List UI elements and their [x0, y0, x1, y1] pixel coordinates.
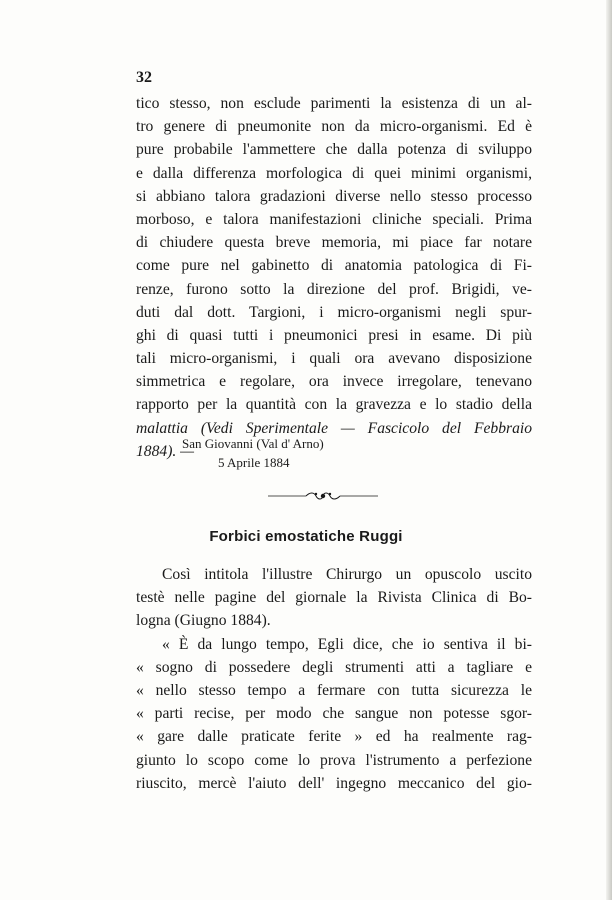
- signature-date: 5 Aprile 1884: [218, 455, 290, 470]
- text-line: giunto lo scopo come lo prova l'istrumento a perfezione: [136, 751, 532, 769]
- text-line: « sogno di possedere degli strumenti atti a tagliare e: [136, 658, 532, 676]
- text-line: rapporto per la quantità con la gravezza e lo stadio della: [136, 396, 532, 414]
- page-number: 32: [136, 69, 152, 86]
- text-line: e dalla differenza morfologica di quei minimi organismi,: [136, 164, 532, 182]
- text-line: duti dal dott. Targioni, i micro-organismi negli spur-: [136, 303, 532, 321]
- text-line: « parti recise, per modo che sangue non potesse sgor-: [136, 705, 532, 723]
- text-line: come pure nel gabinetto di anatomia patologica di Fi-: [136, 257, 532, 275]
- text-line: « nello stesso tempo a fermare con tutta sicurezza le: [136, 681, 532, 699]
- text-line: testè nelle pagine del giornale la Rivista Clinica di Bo-: [136, 589, 532, 607]
- text-line: 1884). —: [136, 442, 195, 460]
- text-line: tali micro-organismi, i quali ora avevano disposizione: [136, 350, 532, 368]
- text-line: Così intitola l'illustre Chirurgo un opuscolo uscito: [162, 566, 532, 583]
- text-line: tico stesso, non esclude parimenti la esistenza di un al-: [136, 95, 532, 112]
- text-line: « gare dalle praticate ferite » ed ha realmente rag-: [136, 728, 532, 746]
- text-line: logna (Giugno 1884).: [136, 612, 271, 630]
- text-line: morboso, e talora manifestazioni cliniche speciali. Prima: [136, 210, 532, 228]
- text-line: si abbiano talora gradazioni diverse nello stesso processo: [136, 187, 532, 205]
- decorative-divider-icon: [268, 488, 378, 504]
- text-line: « È da lungo tempo, Egli dice, che io sentiva il bi-: [162, 635, 532, 653]
- text-line: di chiudere questa breve memoria, mi piace far notare: [136, 234, 532, 252]
- text-line: ghi di quasi tutti i pneumonici presi in esame. Di più: [136, 326, 532, 344]
- text-line: malattia (Vedi Sperimentale — Fascicolo del Febbraio: [136, 419, 532, 437]
- text-line: renze, furono sotto la direzione del prof. Brigidi, ve-: [136, 280, 532, 298]
- text-line: riuscito, mercè l'aiuto dell' ingegno meccanico del gio-: [136, 774, 532, 792]
- page-edge-shadow: [606, 0, 612, 900]
- signature-place: San Giovanni (Val d' Arno): [182, 436, 324, 451]
- section-title: Forbici emostatiche Ruggi: [209, 528, 403, 545]
- text-line: simmetrica e regolare, ora invece irregolare, tenevano: [136, 373, 532, 391]
- text-line: pure probabile l'ammettere che dalla potenza di sviluppo: [136, 141, 532, 159]
- paragraph-continuation: [136, 92, 532, 463]
- text-line: tro genere di pneumonite non da micro-organismi. Ed è: [136, 118, 532, 136]
- paragraph-forbici: [136, 563, 532, 795]
